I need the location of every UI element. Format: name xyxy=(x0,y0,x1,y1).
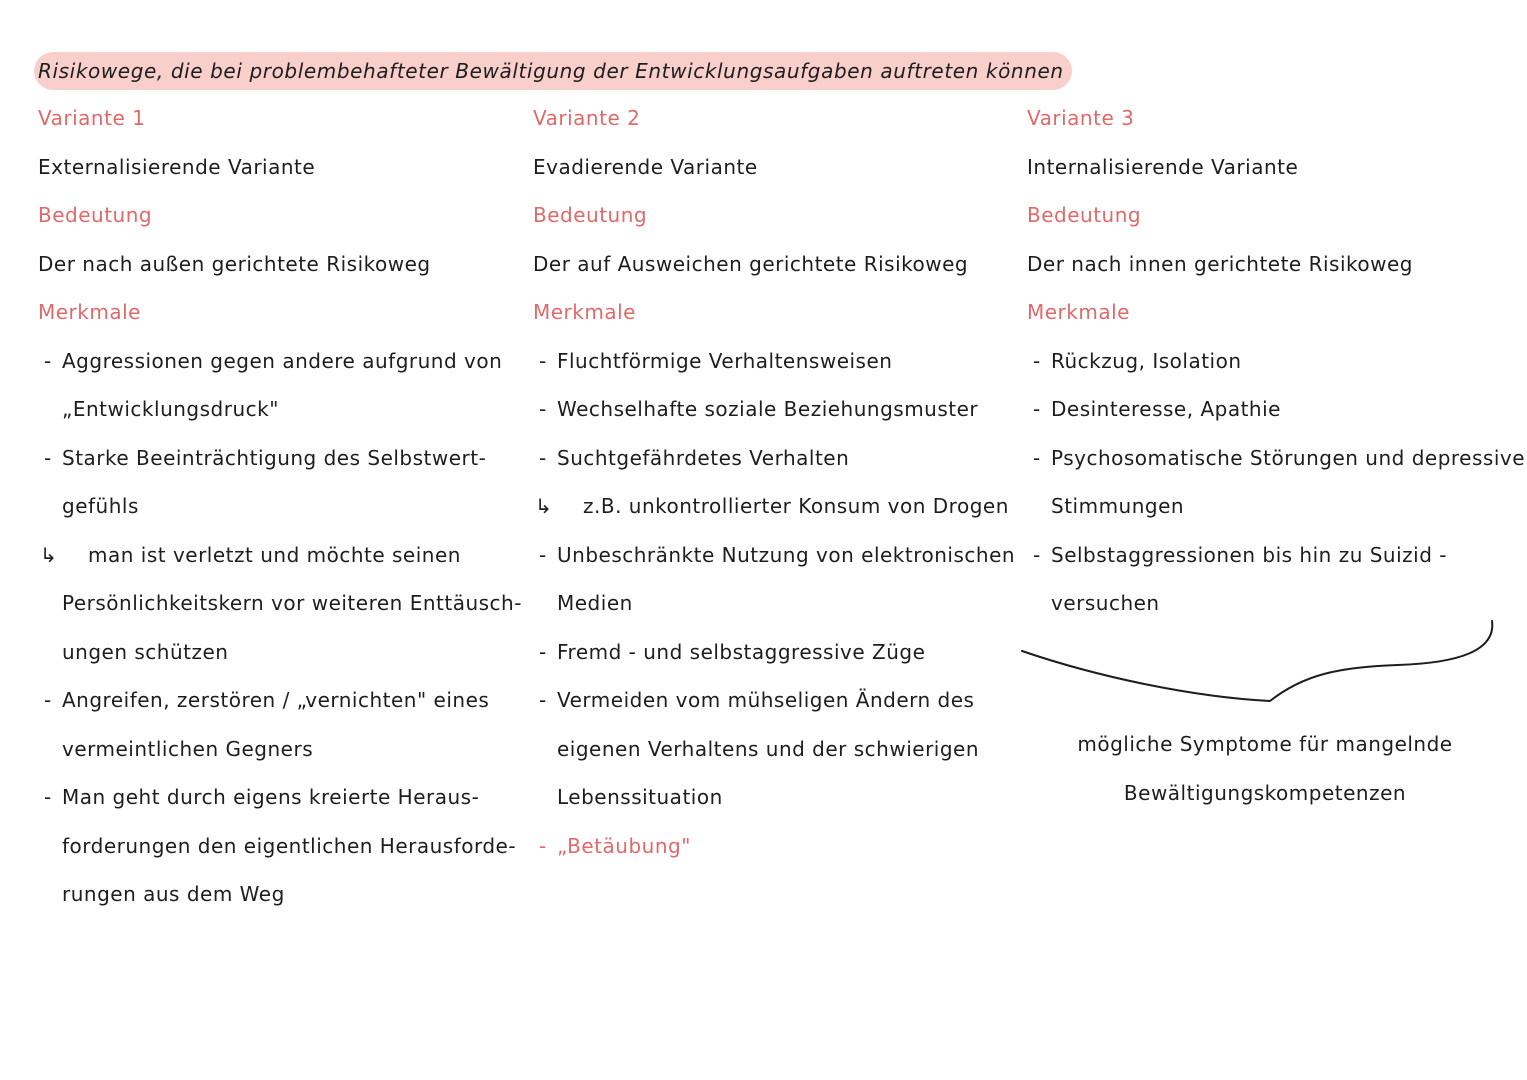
feature-continuation: rungen aus dem Weg xyxy=(62,882,285,906)
summary-note xyxy=(1030,720,1500,817)
feature-item: - Wechselhafte soziale Beziehungsmuster xyxy=(533,385,1013,434)
meaning-text: Der nach außen gerichtete Risikoweg xyxy=(38,251,431,276)
feature-continuation: versuchen xyxy=(1051,591,1160,615)
feature-continuation: Lebenssituation xyxy=(557,785,723,809)
variant-name: Internalisierende Variante xyxy=(1027,154,1299,179)
features-heading: Merkmale xyxy=(533,300,636,324)
feature-item: - Angreifen, zerstören / „vernichten" eines xyxy=(38,676,518,725)
feature-item: - Aggressionen gegen andere aufgrund von xyxy=(38,337,518,386)
feature-continuation: gefühls xyxy=(62,494,139,518)
feature-item: - Unbeschränkte Nutzung von elektronischen xyxy=(533,531,1013,580)
feature-item: - Selbstaggressionen bis hin zu Suizid - xyxy=(1027,531,1507,580)
feature-sub-text: z.B. unkontrollierter Konsum von Drogen xyxy=(583,494,1009,518)
variant-name: Evadierende Variante xyxy=(533,154,758,179)
variant-label: Variante 3 xyxy=(1027,106,1135,130)
turn-arrow-icon: ↳ xyxy=(40,542,58,567)
feature-continuation: vermeintlichen Gegners xyxy=(62,736,314,761)
features-heading: Merkmale xyxy=(1027,300,1130,324)
meaning-text: Der auf Ausweichen gerichtete Risikoweg xyxy=(533,251,969,276)
feature-sub-text: man ist verletzt und möchte seinen xyxy=(88,542,461,567)
feature-item: - Suchtgefährdetes Verhalten xyxy=(533,434,1013,483)
feature-item: - Fremd - und selbstaggressive Züge xyxy=(533,628,1013,677)
summary-line-2: Bewältigungskompetenzen xyxy=(1123,780,1407,805)
feature-item-highlight: - „Betäubung" xyxy=(533,822,1013,871)
meaning-text: Der nach innen gerichtete Risikoweg xyxy=(1027,251,1413,276)
column-variant-3 xyxy=(1027,94,1526,628)
feature-continuation: forderungen den eigentlichen Herausforde- xyxy=(62,833,517,858)
feature-continuation: eigenen Verhaltens und der schwierigen xyxy=(557,736,980,761)
feature-item: - Man geht durch eigens kreierte Heraus- xyxy=(38,773,518,822)
meaning-heading: Bedeutung xyxy=(1027,203,1142,227)
feature-item: - Psychosomatische Störungen und depressive xyxy=(1027,434,1507,483)
feature-continuation: Persönlichkeitskern vor weiteren Enttäusch- xyxy=(62,591,522,615)
variant-label: Variante 1 xyxy=(38,106,146,130)
feature-continuation: Stimmungen xyxy=(1051,494,1185,518)
feature-sub-item xyxy=(38,531,518,580)
features-heading: Merkmale xyxy=(38,300,141,324)
feature-item: - Desinteresse, Apathie xyxy=(1027,385,1507,434)
variant-name: Externalisierende Variante xyxy=(38,154,316,179)
feature-item: - Starke Beeinträchtigung des Selbstwert- xyxy=(38,434,518,483)
variant-label: Variante 2 xyxy=(533,106,641,130)
feature-item: - Fluchtförmige Verhaltensweisen xyxy=(533,337,1013,386)
feature-continuation: Medien xyxy=(557,591,633,615)
meaning-heading: Bedeutung xyxy=(38,203,153,227)
curly-brace-stroke xyxy=(1022,621,1492,701)
feature-item: - Rückzug, Isolation xyxy=(1027,337,1507,386)
feature-sub-item xyxy=(533,482,1013,531)
curly-brace xyxy=(1018,615,1498,713)
column-variant-1 xyxy=(38,94,522,919)
page-title: Risikowege, die bei problembehafteter Bewältigung der Entwicklungsaufgaben auftreten können xyxy=(34,52,1072,90)
turn-arrow-icon: ↳ xyxy=(535,494,553,518)
column-variant-2 xyxy=(533,94,1016,870)
meaning-heading: Bedeutung xyxy=(533,203,648,227)
summary-line-1: mögliche Symptome für mangelnde xyxy=(1077,732,1453,756)
feature-continuation: „Entwicklungsdruck" xyxy=(62,397,279,421)
feature-item: - Vermeiden vom mühseligen Ändern des xyxy=(533,676,1013,725)
feature-continuation: ungen schützen xyxy=(62,639,229,664)
